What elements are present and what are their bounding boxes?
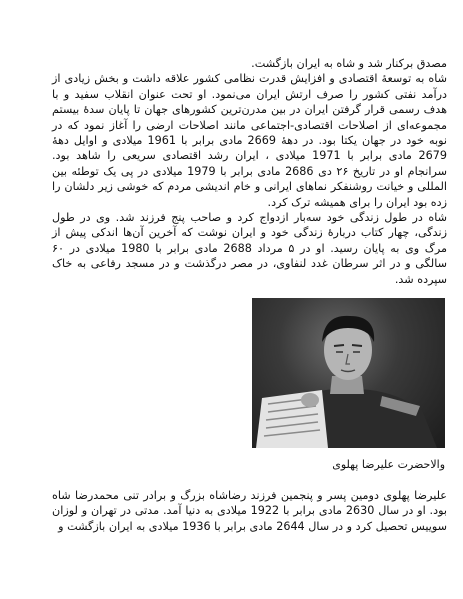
paragraph-shah-reforms: شاه به توسعهٔ اقتصادی و افزایش قدرت نظامی کشور علاقه داشت و بخش زیادی از درآمد نفتی کشور را صرف ارتش ایران می‌نمود. او تحت عنوان انقلاب سفید و با هدف رسمی قرار گرفتن ایران در بین مدرن‌ترین کشورهای جهان تا پایان سدهٔ بیستم مجموعه‌ای از اصلاحات اقتصادی-اجتماعی مانند اصلاحات ارضی را آغاز نمود که در نوبه خود در جهان یکتا بود. در دههٔ 2669 مادی برابر با 1961 میلادی و اوایل دههٔ 2679 مادی برابر با 1971 میلادی ، ایران رشد اقتصادی سریعی را شاهد بود. سرانجام او در تاریخ ۲۶ دی 2686 مادی برابر با 1979 میلادی در پی یک توطئه بین المللی و خیانت روشنفکر نماهای ایرانی و خام اندیشی مردم که خوشی زیر دلشان را زده بود ایران را برای همیشه ترک کرد. — [52, 72, 447, 209]
photo-caption: والاحضرت علیرضا پهلوی — [332, 458, 445, 471]
body-text-bottom — [52, 488, 447, 534]
paragraph-alireza: علیرضا پهلوی دومین پسر و پنجمین فرزند رضاشاه بزرگ و برادر تنی محمدرضا شاه بود. او در سال 2630 مادی برابر با 1922 میلادی به دنیا آمد. مدتی در تهران و لوزان سوییس تحصیل کرد و در سال 2644 مادی برابر با 1936 میلادی به ایران بازگشت و — [52, 489, 447, 533]
portrait-photo — [252, 298, 445, 448]
portrait-illustration — [252, 298, 445, 448]
paragraph-mossadegh: مصدق برکنار شد و شاه به ایران بازگشت. — [251, 57, 447, 70]
paragraph-shah-life: شاه در طول زندگی خود سه‌بار ازدواج کرد و صاحب پنج فرزند شد. وی در طول زندگی، چهار کتاب دربارهٔ زندگی خود و ایران نوشت که آخرین آن‌ها اندکی پیش از مرگ وی به پایان رسید. او در ۵ مرداد 2688 مادی برابر با 1980 میلادی در ۶۰ سالگی و در اثر سرطان غدد لنفاوی، در مصر درگذشت و در مسجد رفاعی به خاک سپرده شد. — [52, 211, 447, 286]
body-text-top — [52, 56, 447, 287]
